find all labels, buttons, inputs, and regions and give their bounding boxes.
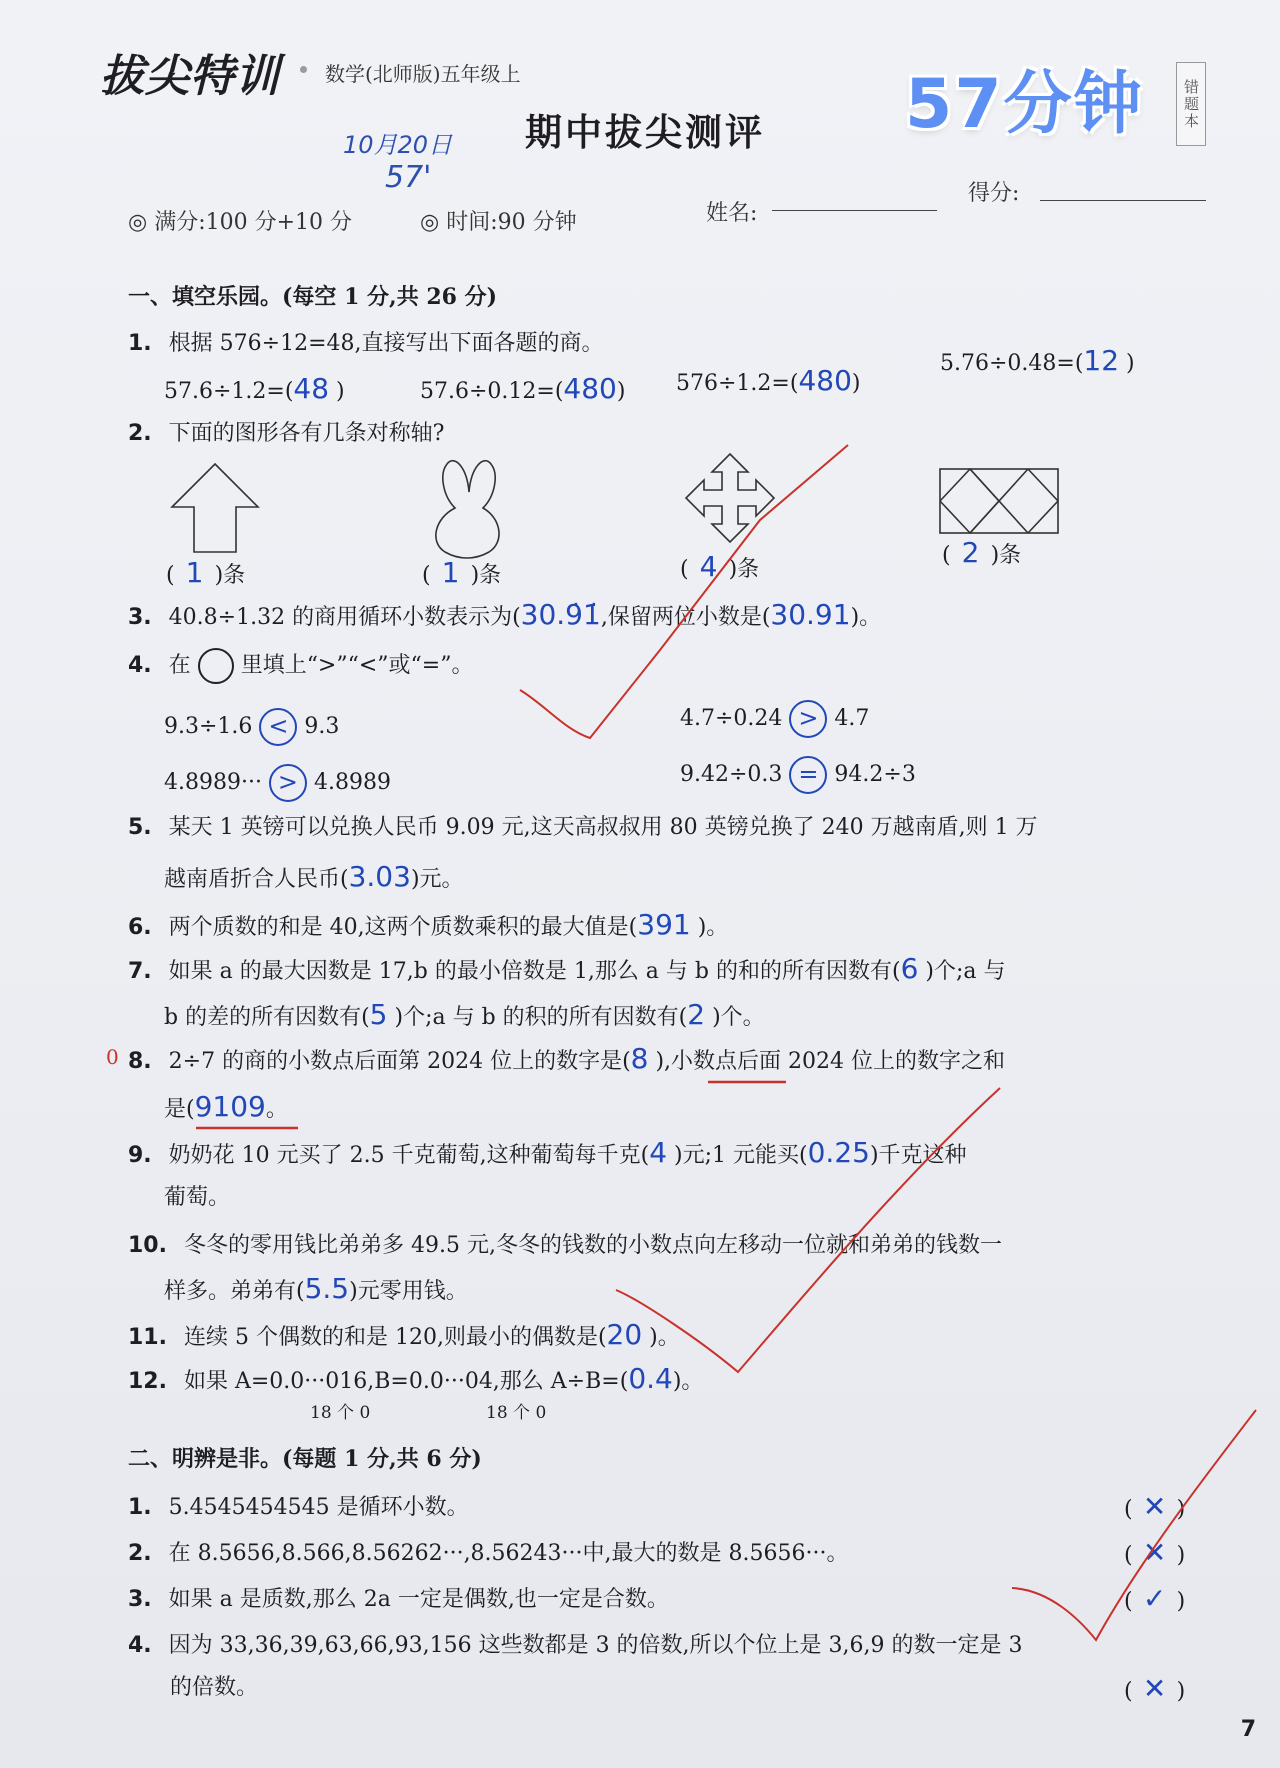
- q3-text-a: 40.8÷1.32 的商用循环小数表示为(: [168, 605, 521, 630]
- q5-text-2b: )元。: [410, 867, 464, 892]
- s2-q4-answer: ✕: [1142, 1672, 1167, 1705]
- q7-text-2b: )个;a 与 b 的积的所有因数有(: [387, 1005, 688, 1030]
- handwritten-date: 10月20日: [343, 131, 453, 159]
- q4-right-2: 4.7: [834, 706, 870, 731]
- q2-answer-4: 2: [961, 536, 980, 569]
- s2-q1-text: 5.4545454545 是循环小数。: [168, 1495, 469, 1520]
- section1-title: 一、填空乐园。(每空 1 分,共 26 分): [128, 284, 498, 310]
- q9-answer-1: 4: [649, 1136, 668, 1169]
- q9-text-1c: )千克这种: [869, 1143, 967, 1168]
- q7-answer-3: 2: [687, 998, 706, 1031]
- s2-q3-text: 如果 a 是质数,那么 2a 一定是偶数,也一定是合数。: [168, 1587, 669, 1612]
- q2-number: 2.: [128, 421, 152, 446]
- page-number: 7: [1240, 1717, 1256, 1742]
- q10-number: 10.: [128, 1233, 167, 1258]
- q12-sub-2: 18 个 0: [486, 1403, 547, 1423]
- brand-logo: 拔尖特训: [100, 51, 280, 102]
- q5-text-1: 某天 1 英镑可以兑换人民币 9.09 元,这天高叔叔用 80 英镑兑换了 240 万越南盾,则 1 万: [168, 815, 1038, 840]
- q12-number: 12.: [128, 1369, 167, 1394]
- q9-text-1b: )元;1 元能买(: [667, 1143, 808, 1168]
- s2-q3-answer: ✓: [1142, 1582, 1167, 1615]
- s2-q1-answer: ✕: [1142, 1490, 1167, 1523]
- s2-q2-answer: ✕: [1142, 1536, 1167, 1569]
- q5-answer: 3.03: [348, 860, 411, 893]
- s2-open-3: (: [1124, 1589, 1133, 1614]
- q1-expr-3: 576÷1.2=(: [676, 371, 799, 396]
- q4-left-1: 9.3÷1.6: [164, 714, 253, 739]
- q3-text-b: ,保留两位小数是(: [600, 605, 771, 630]
- q7-text-1b: )个;a 与: [918, 959, 1006, 984]
- q2-answer-2: 1: [441, 556, 460, 589]
- q11-text-b: )。: [642, 1325, 680, 1350]
- q3-answer-a: 30.9̇1̇: [520, 598, 601, 631]
- q1-close-4: ): [1119, 351, 1135, 376]
- q8-mark: 0: [106, 1045, 119, 1069]
- q2-open-4: (: [942, 543, 951, 568]
- q2-open-2: (: [422, 563, 431, 588]
- s2-q3-number: 3.: [128, 1587, 152, 1612]
- wrong-question-tab: 错题本: [1176, 62, 1206, 146]
- q2-unit-2: )条: [470, 563, 502, 588]
- q8-number: 8.: [128, 1049, 152, 1074]
- q3-number: 3.: [128, 605, 152, 630]
- q6-text-b: )。: [690, 915, 729, 940]
- q11-answer: 20: [606, 1318, 643, 1351]
- q4-left-3: 4.8989···: [164, 770, 262, 795]
- q11-text-a: 连续 5 个偶数的和是 120,则最小的偶数是(: [183, 1325, 607, 1350]
- q7-text-2c: )个。: [705, 1005, 765, 1030]
- q12-text-a: 如果 A=0.0···016,B=0.0···04,那么 A÷B=(: [183, 1369, 629, 1394]
- q12-text-b: )。: [672, 1369, 704, 1394]
- q2-unit-3: )条: [728, 557, 760, 582]
- page-title: 期中拔尖测评: [525, 110, 765, 154]
- q4-left-4: 9.42÷0.3: [680, 762, 783, 787]
- q2-open-1: (: [166, 563, 175, 588]
- q2-answer-3: 4: [699, 550, 718, 583]
- s2-open-1: (: [1124, 1497, 1133, 1522]
- q6-answer: 391: [637, 908, 691, 941]
- exam-time: ◎ 时间:90 分钟: [420, 210, 577, 235]
- q10-text-1: 冬冬的零用钱比弟弟多 49.5 元,冬冬的钱数的小数点向左移动一位就和弟弟的钱数一: [183, 1233, 1002, 1258]
- q4-left-2: 4.7÷0.24: [680, 706, 783, 731]
- s2-q2-number: 2.: [128, 1541, 152, 1566]
- q11-number: 11.: [128, 1325, 167, 1350]
- q7-answer-2: 5: [369, 998, 388, 1031]
- q4-answer-3: >: [269, 764, 307, 802]
- q1-expr-1: 57.6÷1.2=(: [164, 379, 294, 404]
- s2-open-2: (: [1124, 1543, 1133, 1568]
- q1-expr-2: 57.6÷0.12=(: [420, 379, 564, 404]
- s2-q1-number: 1.: [128, 1495, 152, 1520]
- q7-number: 7.: [128, 959, 152, 984]
- q4-right-4: 94.2÷3: [834, 762, 916, 787]
- q8-text-2a: 是(: [164, 1097, 195, 1122]
- q4-text-a: 在: [168, 653, 191, 678]
- q8-answer-1: 8: [630, 1042, 649, 1075]
- q2-open-3: (: [680, 557, 689, 582]
- q9-line2: 葡萄。: [164, 1185, 231, 1210]
- q4-answer-2: >: [789, 700, 827, 738]
- q1-close-2: ): [616, 379, 626, 404]
- q1-answer-1: 48: [293, 372, 330, 405]
- full-marks: ◎ 满分:100 分+10 分: [128, 210, 353, 235]
- q4-right-1: 9.3: [304, 714, 340, 739]
- q8-text-1b: ),小数点后面 2024 位上的数字之和: [648, 1049, 1006, 1074]
- q9-answer-2: 0.25: [807, 1136, 870, 1169]
- q10-answer: 5.5: [304, 1272, 350, 1305]
- score-label: 得分:: [968, 181, 1020, 206]
- q5-number: 5.: [128, 815, 152, 840]
- red-check-mark-1: [520, 445, 851, 738]
- s2-q4-text: 因为 33,36,39,63,66,93,156 这些数都是 3 的倍数,所以个位上是 3,6,9 的数一定是 3: [168, 1633, 1023, 1658]
- s2-q2-text: 在 8.5656,8.566,8.56262···,8.56243···中,最大的数是 8.5656···。: [168, 1541, 849, 1566]
- section2-title: 二、明辨是非。(每题 1 分,共 6 分): [128, 1446, 482, 1472]
- q8-answer-2: 9109: [194, 1090, 266, 1123]
- q1-answer-3: 480: [798, 364, 852, 397]
- q3-answer-b: 30.91: [770, 598, 851, 631]
- duration-overlay: 57分钟: [905, 65, 1144, 144]
- q7-text-2a: b 的差的所有因数有(: [164, 1005, 370, 1030]
- q6-text-a: 两个质数的和是 40,这两个质数乘积的最大值是(: [168, 915, 638, 940]
- q2-text: 下面的图形各有几条对称轴?: [168, 421, 445, 446]
- q1-number: 1.: [128, 331, 152, 356]
- s2-open-4: (: [1124, 1679, 1133, 1704]
- q6-number: 6.: [128, 915, 152, 940]
- q8-text-1a: 2÷7 的商的小数点后面第 2024 位上的数字是(: [168, 1049, 631, 1074]
- s2-q4-text-2: 的倍数。: [170, 1675, 259, 1700]
- s2-close-1: ): [1176, 1497, 1186, 1522]
- q1-text: 根据 576÷12=48,直接写出下面各题的商。: [168, 331, 604, 356]
- q2-answer-1: 1: [185, 556, 204, 589]
- q7-text-1a: 如果 a 的最大因数是 17,b 的最小倍数是 1,那么 a 与 b 的和的所有因数有(: [168, 959, 901, 984]
- s2-close-3: ): [1176, 1589, 1186, 1614]
- q8-text-2b: 。: [265, 1097, 288, 1122]
- q1-close-1: ): [329, 379, 345, 404]
- q2-unit-1: )条: [214, 563, 246, 588]
- q10-text-2a: 样多。弟弟有(: [164, 1279, 305, 1304]
- s2-close-2: ): [1176, 1543, 1186, 1568]
- q12-answer: 0.4: [628, 1362, 673, 1395]
- subject-label: 数学(北师版)五年级上: [325, 62, 521, 86]
- s2-close-4: ): [1176, 1679, 1186, 1704]
- q4-right-3: 4.8989: [313, 770, 391, 795]
- q4-text-b: 里填上“>”“<”或“=”。: [240, 653, 474, 678]
- q2-unit-4: )条: [990, 543, 1022, 568]
- q7-answer-1: 6: [900, 952, 919, 985]
- q12-sub-1: 18 个 0: [310, 1403, 371, 1423]
- name-label: 姓名:: [706, 201, 758, 226]
- q4-answer-4: =: [789, 756, 827, 794]
- q5-text-2a: 越南盾折合人民币(: [164, 867, 349, 892]
- red-check-mark-2: [616, 1088, 1000, 1372]
- q4-number: 4.: [128, 653, 152, 678]
- s2-q4-number: 4.: [128, 1633, 152, 1658]
- q4-answer-1: <: [259, 708, 297, 746]
- q1-close-3: ): [851, 371, 861, 396]
- q3-text-c: )。: [850, 605, 882, 630]
- q1-answer-2: 480: [563, 372, 617, 405]
- red-check-mark-3: [1012, 1410, 1256, 1640]
- handwritten-time: 57': [385, 160, 432, 195]
- q9-text-1a: 奶奶花 10 元买了 2.5 千克葡萄,这种葡萄每千克(: [168, 1143, 650, 1168]
- q1-expr-4: 5.76÷0.48=(: [940, 351, 1084, 376]
- q1-answer-4: 12: [1083, 344, 1120, 377]
- q10-text-2b: )元零用钱。: [349, 1279, 468, 1304]
- q9-number: 9.: [128, 1143, 152, 1168]
